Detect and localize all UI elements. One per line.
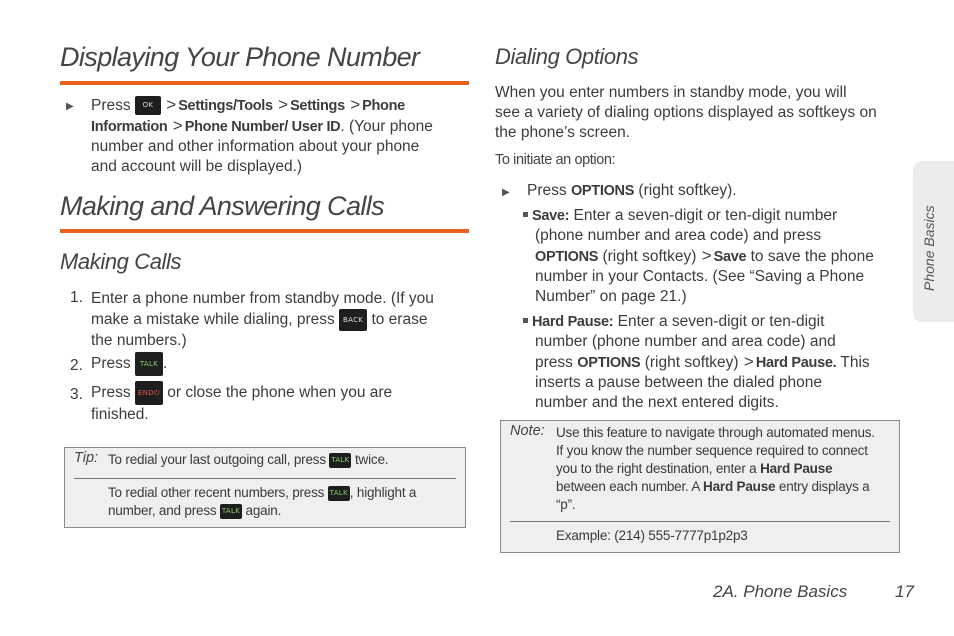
chevron-right-icon: > — [278, 95, 289, 114]
page-number: 17 — [895, 582, 914, 601]
text-your-phone: . (Your phone — [340, 118, 433, 135]
chevron-right-icon: > — [743, 352, 754, 371]
tip-redial-last — [108, 451, 388, 469]
text-line: Enter a seven-digit or ten-digit number — [573, 207, 838, 224]
text-press: press — [535, 354, 573, 371]
text-line: the phone’s screen. — [495, 124, 631, 141]
text-period: . — [162, 355, 168, 373]
text-line: number (phone number and area code) and — [535, 333, 836, 350]
divider — [74, 478, 456, 479]
tip-box — [64, 447, 466, 528]
talk-key-icon: TALK — [329, 453, 351, 468]
menu-path-phone: Phone — [362, 98, 405, 114]
step-3 — [91, 381, 471, 425]
step-1 — [91, 289, 471, 351]
step-number: 2. — [70, 357, 83, 374]
heading-making-answering-calls: Making and Answering Calls — [60, 191, 385, 221]
to-initiate-label: To initiate an option: — [495, 152, 616, 168]
text-line: inserts a pause between the dialed phone — [535, 374, 822, 391]
text-line: make a mistake while dialing, press — [91, 311, 335, 329]
save-softkey: Save — [713, 249, 747, 265]
text-line: Use this feature to navigate through automated menus. — [556, 425, 875, 440]
heading-displaying-phone-number: Displaying Your Phone Number — [60, 42, 420, 72]
options-softkey: OPTIONS — [570, 183, 635, 199]
text-line: again. — [245, 503, 282, 518]
text-line: Enter a phone number from standby mode. (If you — [91, 290, 434, 307]
menu-path-settings: Settings — [290, 98, 345, 114]
menu-path-phone-number-user-id: Phone Number/ User ID — [184, 119, 341, 135]
text-line: or close the phone when you are — [167, 384, 393, 402]
text-line: (right softkey). — [638, 182, 737, 199]
note-text — [556, 424, 896, 514]
note-label: Note: — [510, 423, 545, 439]
section-rule — [60, 229, 469, 233]
talk-key-icon: TALK — [135, 352, 163, 376]
options-softkey: OPTIONS — [577, 355, 641, 371]
back-key-icon: BACK — [339, 309, 367, 331]
section-rule — [60, 81, 469, 85]
text-line: If you know the number sequence required to connect — [556, 443, 868, 458]
bullet-arrow-icon: ▶ — [66, 101, 74, 112]
tip-label: Tip: — [74, 450, 99, 466]
hard-pause-label: Hard Pause: — [532, 314, 614, 330]
text-press: Press — [91, 355, 131, 373]
text-press: Press — [527, 182, 567, 199]
bullet-square-icon — [523, 212, 528, 217]
text-line: To redial other recent numbers, press — [108, 485, 325, 500]
hard-pause-term: Hard Pause — [760, 461, 833, 476]
text-line: twice. — [355, 452, 389, 467]
chevron-right-icon: > — [172, 116, 183, 135]
hard-pause-softkey: Hard Pause. — [755, 355, 837, 371]
heading-dialing-options: Dialing Options — [495, 44, 639, 69]
text-line: number and the next entered digits. — [535, 394, 779, 411]
text-line: , highlight a — [349, 485, 417, 500]
text-line: entry displays a — [778, 479, 870, 494]
text-line: to erase — [371, 311, 428, 329]
step-number: 3. — [70, 386, 83, 403]
text-line: the numbers.) — [91, 332, 187, 349]
bullet-square-icon — [523, 318, 528, 323]
text-press: Press — [91, 97, 131, 114]
menu-path-settings-tools: Settings/Tools — [178, 98, 273, 114]
text-line: you to the right destination, enter a — [556, 461, 757, 476]
end-key-icon: END⏻ — [135, 381, 163, 405]
text-line: between each number. A — [556, 479, 700, 494]
talk-key-icon: TALK — [328, 486, 350, 501]
options-softkey: OPTIONS — [535, 249, 599, 265]
bullet-arrow-icon: ▶ — [502, 187, 510, 198]
hard-pause-term: Hard Pause — [703, 479, 776, 494]
ok-key-icon: OK — [135, 96, 161, 115]
dialing-intro — [495, 83, 907, 143]
text-line: to save the phone — [750, 248, 874, 265]
chevron-right-icon: > — [350, 95, 361, 114]
side-tab-label: Phone Basics — [921, 205, 937, 291]
press-options — [527, 181, 737, 201]
text-line: When you enter numbers in standby mode, you will — [495, 84, 847, 101]
chevron-right-icon: > — [166, 95, 177, 114]
talk-key-icon: TALK — [220, 504, 242, 519]
text-line: This — [840, 354, 870, 371]
save-option — [523, 206, 908, 307]
text-line: To redial your last outgoing call, press — [108, 452, 326, 467]
chevron-right-icon: > — [701, 246, 712, 265]
text-line: number and other information about your phone — [91, 138, 420, 155]
hard-pause-option — [523, 312, 908, 413]
text-line: number in your Contacts. (See “Saving a Phone — [535, 268, 865, 285]
text-line: “p”. — [556, 497, 576, 512]
text-press: Press — [91, 384, 131, 402]
text-line: (right softkey) — [602, 248, 697, 265]
example-text: Example: (214) 555-7777p1p2p3 — [556, 528, 748, 543]
note-box — [500, 420, 900, 553]
step-number: 1. — [70, 289, 83, 306]
divider — [510, 521, 890, 522]
text-line: Number” on page 21.) — [535, 288, 687, 305]
phone-number-instructions — [91, 95, 471, 177]
text-line: see a variety of dialing options displayed as softkeys on — [495, 104, 877, 121]
text-line: number, and press — [108, 503, 217, 518]
text-line: finished. — [91, 406, 149, 423]
save-label: Save: — [532, 208, 570, 224]
side-tab-phone-basics[interactable] — [913, 161, 954, 322]
tip-redial-recent — [108, 484, 458, 520]
text-line: Enter a seven-digit or ten-digit — [617, 313, 825, 330]
menu-path-information: Information — [91, 119, 168, 135]
heading-making-calls: Making Calls — [60, 249, 182, 274]
text-line: and account will be displayed.) — [91, 158, 303, 175]
text-line: (right softkey) — [644, 354, 739, 371]
footer-section: 2A. Phone Basics — [713, 582, 848, 601]
text-line: (phone number and area code) and press — [535, 227, 822, 244]
step-2 — [91, 352, 167, 376]
